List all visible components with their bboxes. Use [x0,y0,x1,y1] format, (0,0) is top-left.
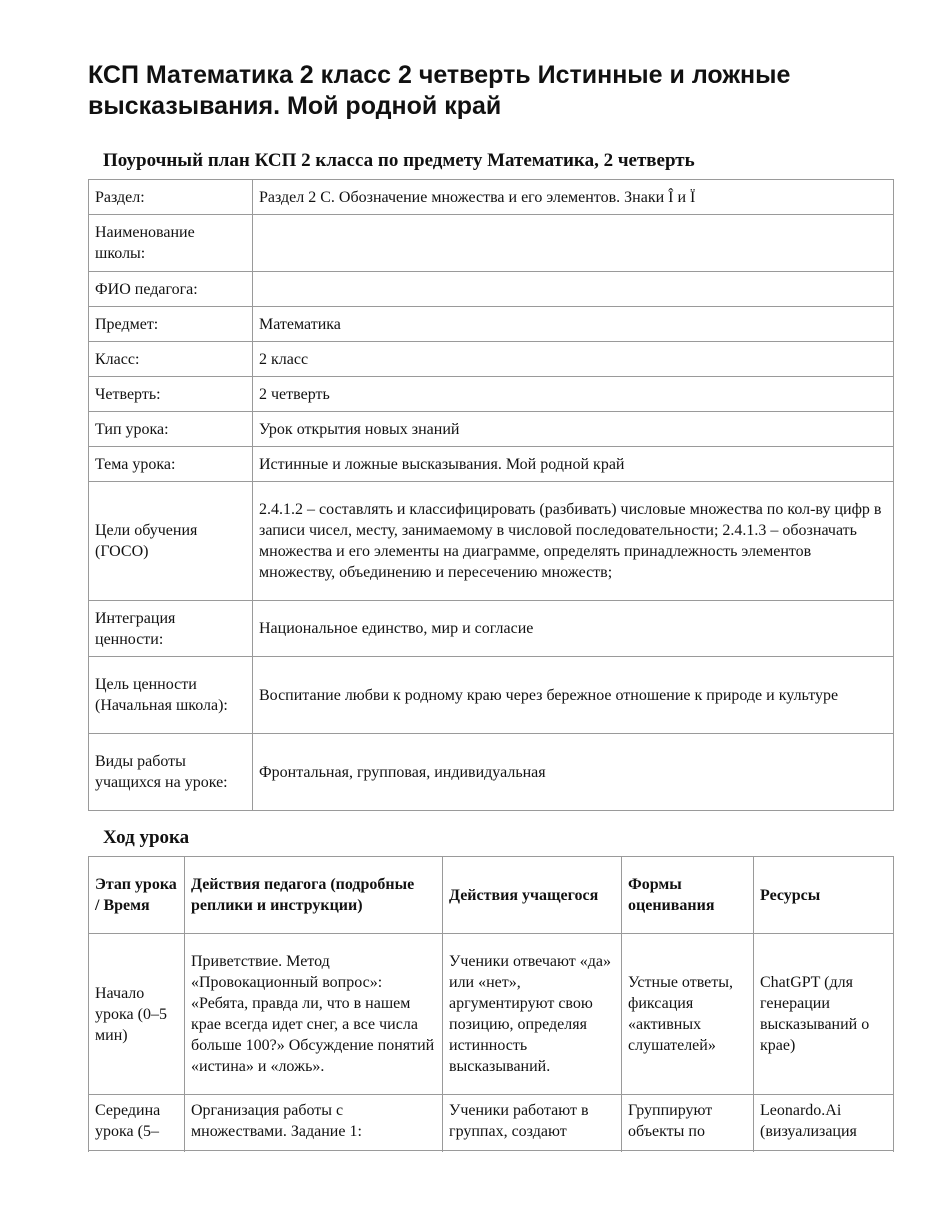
info-value: 2 класс [253,342,894,377]
header-student-actions: Действия учащегося [443,857,622,934]
info-row-grade [89,342,894,377]
info-row-work-types [89,734,894,811]
info-row-quarter [89,377,894,412]
resources-cell: Leonardo.Ai (визуализация [754,1095,894,1175]
lesson-progress-table [88,856,894,1175]
header-assessment: Формы оценивания [622,857,754,934]
info-label: Наименование школы: [89,215,253,272]
stage-cell: Начало урока (0–5 мин) [89,934,185,1095]
info-label: Виды работы учащихся на уроке: [89,734,253,811]
info-label: ФИО педагога: [89,272,253,307]
info-value: Национальное единство, мир и согласие [253,601,894,657]
header-teacher-actions: Действия педагога (подробные реплики и инструкции) [185,857,443,934]
info-row-section [89,180,894,215]
assessment-cell: Группируют объекты по [622,1095,754,1175]
lesson-row-start [89,934,894,1095]
info-value: Истинные и ложные высказывания. Мой родной край [253,447,894,482]
info-row-values-integration [89,601,894,657]
info-row-school [89,215,894,272]
info-row-learning-goals [89,482,894,601]
info-value: Фронтальная, групповая, индивидуальная [253,734,894,811]
lesson-table-header [89,857,894,934]
info-label: Четверть: [89,377,253,412]
info-row-subject [89,307,894,342]
info-row-teacher [89,272,894,307]
info-value: Урок открытия новых знаний [253,412,894,447]
info-label: Тема урока: [89,447,253,482]
info-label: Тип урока: [89,412,253,447]
info-label: Интеграция ценности: [89,601,253,657]
plan-heading: Поурочный план КСП 2 класса по предмету Математика, 2 четверть [103,150,695,171]
table-cut-border [88,1150,893,1151]
info-label: Цель ценности (Начальная школа): [89,657,253,734]
teacher-actions-cell: Приветствие. Метод «Провокационный вопрос»: «Ребята, правда ли, что в нашем крае всегда идет снег, а все числа больше 100?» Обсуждение понятий «истина» и «ложь». [185,934,443,1095]
document-title: КСП Математика 2 класс 2 четверть Истинные и ложные высказывания. Мой родной край [88,61,791,120]
assessment-cell: Устные ответы, фиксация «активных слушателей» [622,934,754,1095]
student-actions-cell: Ученики отвечают «да» или «нет», аргументируют свою позицию, определяя истинность высказываний. [443,934,622,1095]
header-stage: Этап урока / Время [89,857,185,934]
teacher-actions-cell: Организация работы с множествами. Задание 1: [185,1095,443,1175]
info-row-lesson-type [89,412,894,447]
info-row-topic [89,447,894,482]
info-value: 2 четверть [253,377,894,412]
stage-cell: Середина урока (5– [89,1095,185,1175]
info-value: 2.4.1.2 – составлять и классифицировать (разбивать) числовые множества по кол-ву цифр в записи чисел, месту, занимаемому в числовой последовательности; 2.4.1.3 – обозначать множества и его элементы на диаграмме, определять принадлежность элементов множеству, объединению и пересечению множеств; [253,482,894,601]
info-value [253,272,894,307]
header-resources: Ресурсы [754,857,894,934]
info-label: Раздел: [89,180,253,215]
info-label: Предмет: [89,307,253,342]
info-value: Математика [253,307,894,342]
info-label: Класс: [89,342,253,377]
lesson-info-table [88,179,894,811]
info-value: Воспитание любви к родному краю через бережное отношение к природе и культуре [253,657,894,734]
info-row-values-goal [89,657,894,734]
student-actions-cell: Ученики работают в группах, создают [443,1095,622,1175]
lesson-progress-heading: Ход урока [103,827,190,848]
resources-cell: ChatGPT (для генерации высказываний о крае) [754,934,894,1095]
page-bottom-margin [0,1152,935,1210]
info-value: Раздел 2 С. Обозначение множества и его элементов. Знаки Î и Ï [253,180,894,215]
info-value [253,215,894,272]
info-label: Цели обучения (ГОСО) [89,482,253,601]
